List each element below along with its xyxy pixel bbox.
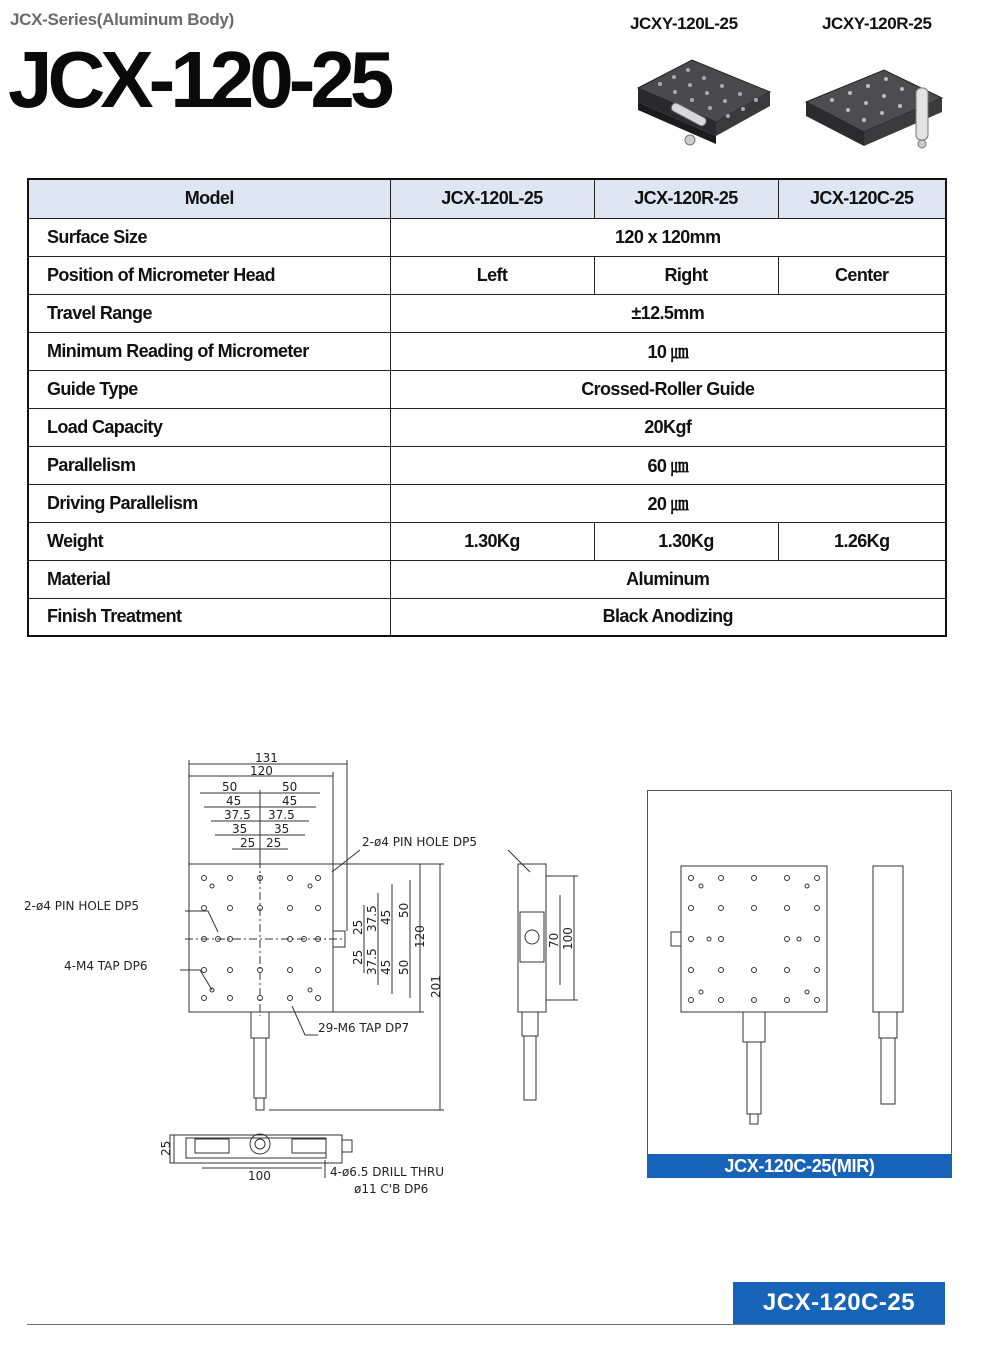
table-row	[28, 332, 946, 370]
table-row	[28, 522, 946, 560]
variant-label-l: JCXY-120L-25	[630, 14, 738, 33]
callout-pin-hole-left: 2-ø4 PIN HOLE DP5	[24, 899, 139, 913]
variant-label-r: JCXY-120R-25	[822, 14, 932, 33]
dim-131: 131	[255, 751, 278, 765]
row-value: 120 x 120mm	[390, 218, 946, 256]
row-label: Material	[28, 560, 390, 598]
footer-divider	[27, 1324, 945, 1325]
mir-drawing	[647, 790, 952, 1178]
page-title: JCX-120-25	[8, 35, 390, 124]
row-label: Position of Micrometer Head	[28, 256, 390, 294]
table-row	[28, 256, 946, 294]
dim-50-right: 50	[282, 780, 298, 794]
row-value: 20Kgf	[390, 408, 946, 446]
dim-45-right-top: 45	[379, 909, 393, 925]
table-row	[28, 484, 946, 522]
row-label: Finish Treatment	[28, 598, 390, 636]
table-row	[28, 446, 946, 484]
product-photo-jcxy-120r	[798, 40, 948, 155]
spec-table	[27, 178, 947, 637]
row-label: Driving Parallelism	[28, 484, 390, 522]
dim-25-right: 25	[266, 836, 282, 850]
row-label: Minimum Reading of Micrometer	[28, 332, 390, 370]
table-row	[28, 598, 946, 636]
row-value: 1.30Kg	[390, 522, 594, 560]
dim-201: 201	[429, 975, 443, 998]
table-row	[28, 408, 946, 446]
dim-37-5-left: 37.5	[224, 808, 251, 822]
product-photo-jcxy-120l	[630, 40, 775, 150]
row-label: Travel Range	[28, 294, 390, 332]
dim-25-bottom: 25	[159, 1140, 173, 1156]
mir-label: JCX-120C-25(MIR)	[647, 1154, 952, 1178]
dim-100-bottom: 100	[248, 1169, 271, 1183]
callout-pin-hole-top: 2-ø4 PIN HOLE DP5	[362, 835, 477, 849]
table-row	[28, 294, 946, 332]
row-value: Crossed-Roller Guide	[390, 370, 946, 408]
dim-50-right-bottom: 50	[397, 959, 411, 975]
dim-25-right-bottom: 25	[351, 949, 365, 965]
dim-25-right-top: 25	[351, 919, 365, 935]
dim-45-right: 45	[282, 794, 298, 808]
technical-drawing	[0, 700, 640, 1220]
dim-100-side: 100	[561, 927, 575, 950]
dim-120-top: 120	[250, 764, 273, 778]
row-label: Weight	[28, 522, 390, 560]
row-value: 20 ㎛	[390, 484, 946, 522]
dim-37-5-right-bottom: 37.5	[365, 948, 379, 975]
row-value: Center	[778, 256, 946, 294]
callout-counterbore: ø11 C'B DP6	[354, 1182, 429, 1196]
dim-50-left: 50	[222, 780, 238, 794]
dim-120-right: 120	[413, 925, 427, 948]
dim-37-5-right-top: 37.5	[365, 905, 379, 932]
row-value: Black Anodizing	[390, 598, 946, 636]
dim-35-left: 35	[232, 822, 248, 836]
column-header-120r: JCX-120R-25	[594, 179, 778, 218]
row-label: Load Capacity	[28, 408, 390, 446]
dim-45-right-bottom: 45	[379, 959, 393, 975]
row-label: Surface Size	[28, 218, 390, 256]
column-header-model: Model	[28, 179, 390, 218]
dim-35-right: 35	[274, 822, 290, 836]
table-row	[28, 218, 946, 256]
row-label: Guide Type	[28, 370, 390, 408]
callout-m4-tap: 4-M4 TAP DP6	[64, 959, 148, 973]
dim-37-5-right: 37.5	[268, 808, 295, 822]
column-header-120l: JCX-120L-25	[390, 179, 594, 218]
row-value: 60 ㎛	[390, 446, 946, 484]
row-value: Aluminum	[390, 560, 946, 598]
column-header-120c: JCX-120C-25	[778, 179, 946, 218]
row-value: 1.26Kg	[778, 522, 946, 560]
row-value: Right	[594, 256, 778, 294]
row-value: Left	[390, 256, 594, 294]
dim-25-left: 25	[240, 836, 256, 850]
row-value: 10 ㎛	[390, 332, 946, 370]
row-value: ±12.5mm	[390, 294, 946, 332]
row-value: 1.30Kg	[594, 522, 778, 560]
dim-45-left: 45	[226, 794, 242, 808]
dim-70: 70	[547, 932, 561, 948]
series-heading: JCX-Series(Aluminum Body)	[10, 10, 234, 29]
table-row	[28, 560, 946, 598]
top-view-plate	[189, 864, 333, 1012]
callout-drill-thru: 4-ø6.5 DRILL THRU	[330, 1165, 444, 1179]
dim-50-right-top: 50	[397, 902, 411, 918]
spec-header-row	[28, 179, 946, 218]
callout-m6-tap: 29-M6 TAP DP7	[318, 1021, 410, 1035]
footer-model-badge: JCX-120C-25	[733, 1282, 945, 1324]
row-label: Parallelism	[28, 446, 390, 484]
table-row	[28, 370, 946, 408]
